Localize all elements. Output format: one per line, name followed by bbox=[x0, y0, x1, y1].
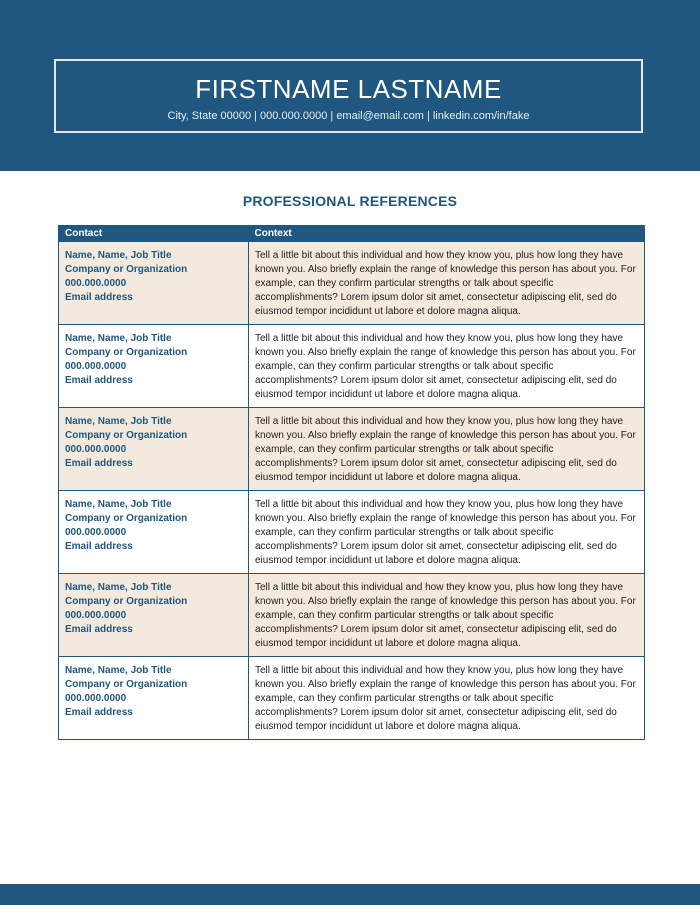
references-table bbox=[58, 225, 645, 740]
reference-email: Email address bbox=[65, 624, 133, 635]
table-row bbox=[59, 325, 645, 408]
reference-email: Email address bbox=[65, 375, 133, 386]
name-box bbox=[54, 59, 643, 133]
column-header-contact: Contact bbox=[59, 226, 249, 242]
reference-name: Name, Name, Job Title bbox=[65, 416, 172, 427]
context-cell: Tell a little bit about this individual and how they know you, plus how long they have known you. Also briefly explain the range of knowledge this person has about you. For example, can they confirm particular strengths or talk about specific accomplishments? Lorem ipsum dolor sit amet, consectetur adipiscing elit, sed do eiusmod tempor incididunt ut labore et dolore magna aliqua. bbox=[249, 325, 645, 408]
column-header-context: Context bbox=[249, 226, 645, 242]
context-cell: Tell a little bit about this individual and how they know you, plus how long they have known you. Also briefly explain the range of knowledge this person has about you. For example, can they confirm particular strengths or talk about specific accomplishments? Lorem ipsum dolor sit amet, consectetur adipiscing elit, sed do eiusmod tempor incididunt ut labore et dolore magna aliqua. bbox=[249, 491, 645, 574]
table-row bbox=[59, 657, 645, 740]
table-row bbox=[59, 574, 645, 657]
contact-cell bbox=[59, 242, 249, 325]
reference-phone: 000.000.0000 bbox=[65, 527, 127, 538]
contact-cell bbox=[59, 574, 249, 657]
contact-cell bbox=[59, 491, 249, 574]
reference-email: Email address bbox=[65, 458, 133, 469]
reference-name: Name, Name, Job Title bbox=[65, 665, 172, 676]
reference-company: Company or Organization bbox=[65, 430, 188, 441]
table-row bbox=[59, 491, 645, 574]
reference-company: Company or Organization bbox=[65, 347, 188, 358]
reference-phone: 000.000.0000 bbox=[65, 278, 127, 289]
context-cell: Tell a little bit about this individual and how they know you, plus how long they have known you. Also briefly explain the range of knowledge this person has about you. For example, can they confirm particular strengths or talk about specific accomplishments? Lorem ipsum dolor sit amet, consectetur adipiscing elit, sed do eiusmod tempor incididunt ut labore et dolore magna aliqua. bbox=[249, 408, 645, 491]
reference-phone: 000.000.0000 bbox=[65, 361, 127, 372]
table-header-row bbox=[59, 226, 645, 242]
header-band bbox=[0, 0, 700, 171]
reference-name: Name, Name, Job Title bbox=[65, 499, 172, 510]
context-cell: Tell a little bit about this individual and how they know you, plus how long they have known you. Also briefly explain the range of knowledge this person has about you. For example, can they confirm particular strengths or talk about specific accomplishments? Lorem ipsum dolor sit amet, consectetur adipiscing elit, sed do eiusmod tempor incididunt ut labore et dolore magna aliqua. bbox=[249, 242, 645, 325]
reference-name: Name, Name, Job Title bbox=[65, 333, 172, 344]
reference-email: Email address bbox=[65, 707, 133, 718]
context-cell: Tell a little bit about this individual and how they know you, plus how long they have known you. Also briefly explain the range of knowledge this person has about you. For example, can they confirm particular strengths or talk about specific accomplishments? Lorem ipsum dolor sit amet, consectetur adipiscing elit, sed do eiusmod tempor incididunt ut labore et dolore magna aliqua. bbox=[249, 657, 645, 740]
reference-name: Name, Name, Job Title bbox=[65, 582, 172, 593]
contact-cell bbox=[59, 657, 249, 740]
section-title: PROFESSIONAL REFERENCES bbox=[242, 193, 458, 209]
contact-cell bbox=[59, 408, 249, 491]
reference-company: Company or Organization bbox=[65, 679, 188, 690]
table-row bbox=[59, 242, 645, 325]
reference-phone: 000.000.0000 bbox=[65, 610, 127, 621]
reference-email: Email address bbox=[65, 292, 133, 303]
reference-company: Company or Organization bbox=[65, 596, 188, 607]
contact-cell bbox=[59, 325, 249, 408]
footer-band bbox=[0, 884, 700, 905]
context-cell: Tell a little bit about this individual and how they know you, plus how long they have known you. Also briefly explain the range of knowledge this person has about you. For example, can they confirm particular strengths or talk about specific accomplishments? Lorem ipsum dolor sit amet, consectetur adipiscing elit, sed do eiusmod tempor incididunt ut labore et dolore magna aliqua. bbox=[249, 574, 645, 657]
contact-line: City, State 00000 | 000.000.0000 | email@email.com | linkedin.com/in/fake bbox=[167, 110, 530, 122]
reference-phone: 000.000.0000 bbox=[65, 693, 127, 704]
reference-company: Company or Organization bbox=[65, 264, 188, 275]
reference-name: Name, Name, Job Title bbox=[65, 250, 172, 261]
reference-phone: 000.000.0000 bbox=[65, 444, 127, 455]
candidate-name: FIRSTNAME LASTNAME bbox=[195, 74, 502, 104]
reference-email: Email address bbox=[65, 541, 133, 552]
table-row bbox=[59, 408, 645, 491]
reference-company: Company or Organization bbox=[65, 513, 188, 524]
